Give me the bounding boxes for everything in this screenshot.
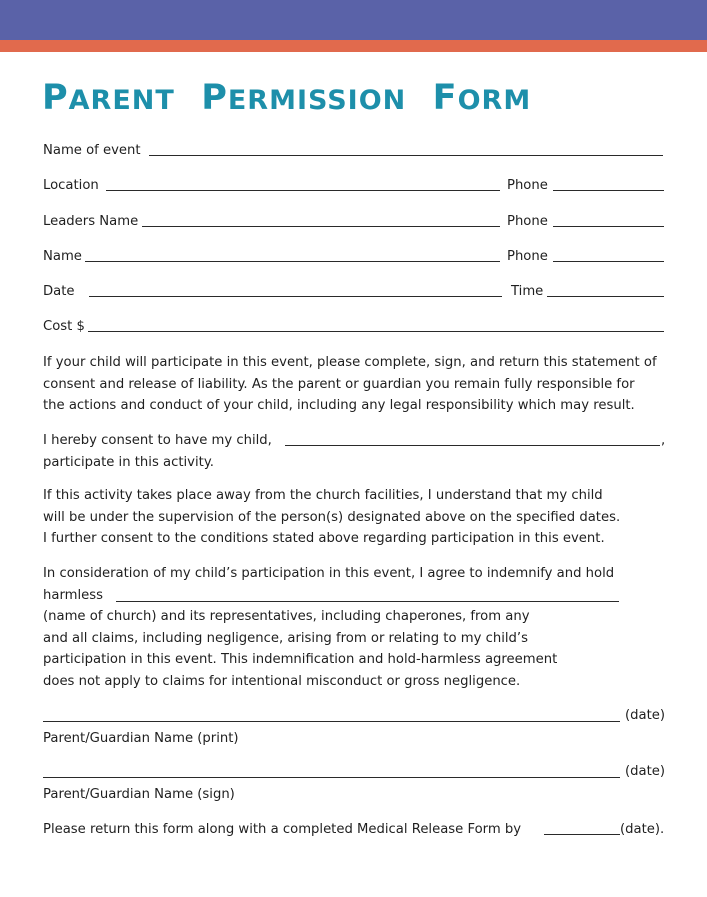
cost-label: Cost $ bbox=[43, 319, 85, 334]
name-field[interactable] bbox=[85, 261, 500, 262]
return-date-field[interactable] bbox=[544, 834, 620, 835]
location-phone-field[interactable] bbox=[553, 190, 664, 191]
parent-name-print-field[interactable] bbox=[43, 721, 620, 722]
consent-comma: , bbox=[661, 433, 666, 448]
parent-name-sign-field[interactable] bbox=[43, 777, 620, 778]
church-name-field[interactable] bbox=[116, 601, 619, 602]
indemnify-harmless: harmless bbox=[43, 587, 103, 603]
phone-label: Phone bbox=[507, 214, 548, 229]
away-line: will be under the supervision of the person(s) designated above on the specified dates. bbox=[43, 509, 621, 525]
child-name-field[interactable] bbox=[285, 445, 660, 446]
consent-text-cont: participate in this activity. bbox=[43, 455, 214, 470]
event-name-field[interactable] bbox=[149, 155, 663, 156]
intro-line: consent and release of liability. As the parent or guardian you remain fully responsible for bbox=[43, 376, 635, 392]
indemnify-line: and all claims, including negligence, arising from or relating to my child’s bbox=[43, 630, 528, 646]
indemnify-line: (name of church) and its representatives, including chaperones, from any bbox=[43, 609, 530, 624]
leaders-name-field[interactable] bbox=[142, 226, 500, 227]
parent-name-sign-label: Parent/Guardian Name (sign) bbox=[43, 787, 235, 802]
form-title: PARENT PERMISSION FORM bbox=[42, 78, 532, 118]
signature-date-label: (date) bbox=[625, 708, 666, 723]
indemnify-line: participation in this event. This indemnification and hold-harmless agreement bbox=[43, 652, 558, 667]
signature-date-label: (date) bbox=[625, 764, 666, 779]
leaders-phone-field[interactable] bbox=[553, 226, 664, 227]
phone-label: Phone bbox=[507, 178, 548, 193]
header-band-accent bbox=[0, 40, 707, 52]
name-label: Name bbox=[43, 249, 82, 264]
indemnify-line: In consideration of my child’s participation in this event, I agree to indemnify and hold bbox=[43, 566, 615, 581]
date-label: Date bbox=[43, 284, 75, 299]
header-band-top bbox=[0, 0, 707, 40]
parent-name-print-label: Parent/Guardian Name (print) bbox=[43, 731, 239, 746]
time-label: Time bbox=[511, 284, 544, 299]
location-field[interactable] bbox=[106, 190, 500, 191]
intro-paragraph bbox=[43, 352, 657, 417]
event-name-label: Name of event bbox=[43, 143, 141, 158]
footer-text: Please return this form along with a completed Medical Release Form by bbox=[43, 822, 522, 837]
time-field[interactable] bbox=[547, 296, 664, 297]
cost-field[interactable] bbox=[88, 331, 664, 332]
intro-line: If your child will participate in this event, please complete, sign, and return this statement of bbox=[43, 355, 657, 370]
date-field[interactable] bbox=[89, 296, 502, 297]
indemnify-paragraph bbox=[43, 563, 614, 692]
phone-label: Phone bbox=[507, 249, 548, 264]
away-line: If this activity takes place away from the church facilities, I understand that my child bbox=[43, 488, 603, 503]
indemnify-line: does not apply to claims for intentional misconduct or gross negligence. bbox=[43, 673, 521, 689]
name-phone-field[interactable] bbox=[553, 261, 664, 262]
away-line: I further consent to the conditions stated above regarding participation in this event. bbox=[43, 531, 605, 546]
footer-date-label: (date). bbox=[620, 822, 665, 837]
consent-text: I hereby consent to have my child, bbox=[43, 433, 272, 448]
intro-line: the actions and conduct of your child, including any legal responsibility which may result. bbox=[43, 398, 635, 413]
away-paragraph bbox=[43, 485, 620, 550]
leaders-name-label: Leaders Name bbox=[43, 214, 139, 229]
location-label: Location bbox=[43, 178, 99, 193]
